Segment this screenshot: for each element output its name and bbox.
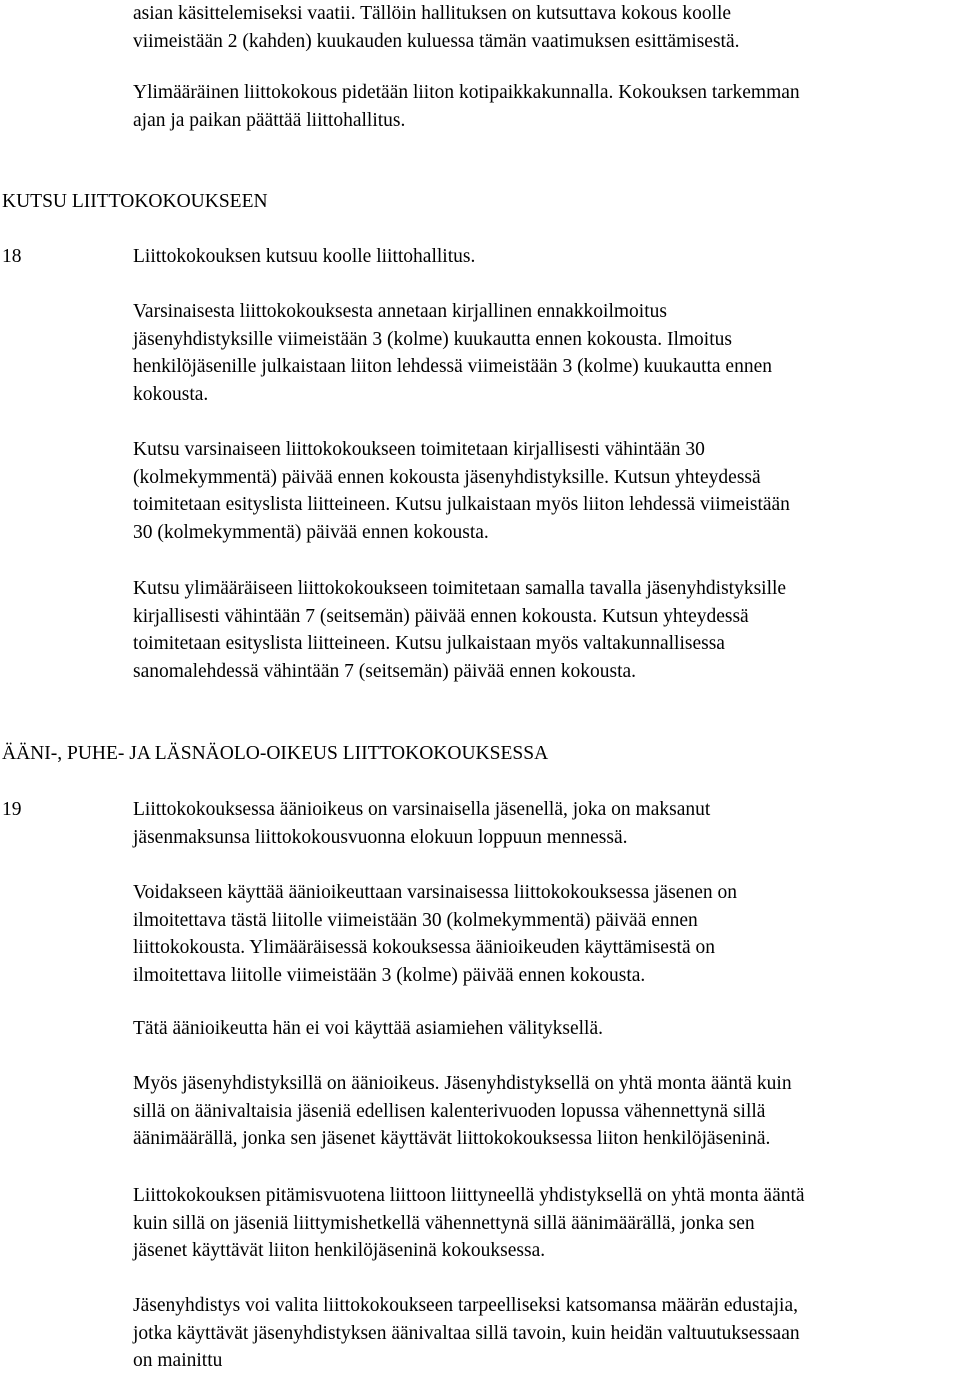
paragraph-18a: Varsinaisesta liittokokouksesta annetaan kirjallinen ennakkoilmoitus jäsenyhdistyksille viimeistään 3 (kolme) kuukautta ennen kokousta. Ilmoitus henkilöjäsenille julkaistaan liiton lehdessä viimeistään 3 (kolme) kuukautta ennen kokousta. [133,301,772,406]
heading-kutsu-liittokokoukseen: KUTSU LIITTOKOKOUKSEEN [2,191,268,212]
paragraph-18c: Kutsu ylimääräiseen liittokokoukseen toimitetaan samalla tavalla jäsenyhdistyksille kirjallisesti vähintään 7 (seitsemän) päivää ennen kokousta. Kutsun yhteydessä toimitetaan esityslista liitteineen. Kutsu julkaistaan myös valtakunnallisessa sanomalehdessä vähintään 7 (seitsemän) päivää ennen kokousta. [133,578,787,683]
heading-aani-puhe-lasnaolo-oikeus: ÄÄNI-, PUHE- JA LÄSNÄOLO-OIKEUS LIITTOKOKOUKSESSA [2,743,549,764]
paragraph-19d: Liittokokouksen pitämisvuotena liittoon liittyneellä yhdistyksellä on yhtä monta ääntä kuin sillä on jäseniä liittymishetkellä vähennettynä sillä äänimäärällä, jonka sen jäsenet käyttävät liiton henkilöjäseninä kokouksessa. [133,1185,805,1262]
section-number-18: 18 [2,246,22,267]
paragraph-19b: Tätä äänioikeutta hän ei voi käyttää asiamiehen välityksellä. [133,1018,603,1039]
section-18-text: Liittokokouksen kutsuu koolle liittohallitus. [133,246,476,267]
paragraph-19e: Jäsenyhdistys voi valita liittokokoukseen tarpeelliseksi katsomansa määrän edustajia, jotka käyttävät jäsenyhdistyksen äänivaltaa sillä tavoin, kuin heidän valtuutuksessaan on mainittu [133,1295,800,1372]
paragraph-location: Ylimääräinen liittokokous pidetään liiton kotipaikkakunnalla. Kokouksen tarkemman ajan ja paikan päättää liittohallitus. [133,82,800,131]
paragraph-19a: Voidakseen käyttää äänioikeuttaan varsinaisessa liittokokouksessa jäsenen on ilmoitettava tästä liitolle viimeistään 30 (kolmekymmentä) päivää ennen liittokokousta. Ylimääräisessä kokouksessa äänioikeuden käyttämisestä on ilmoitettava liitolle viimeistään 3 (kolme) päivää ennen kokousta. [133,882,737,987]
section-number-19: 19 [2,799,22,820]
paragraph-19c: Myös jäsenyhdistyksillä on äänioikeus. Jäsenyhdistyksellä on yhtä monta ääntä kuin sillä on äänivaltaisia jäseniä edellisen kalenterivuoden lopussa vähennettynä sillä äänimäärällä, jonka sen jäsenet käyttävät liittokokouksessa liiton henkilöjäseninä. [133,1073,792,1150]
section-19-text: Liittokokouksessa äänioikeus on varsinaisella jäsenellä, joka on maksanut jäsenmaksunsa liittokokousvuonna elokuun loppuun mennessä. [133,799,711,848]
paragraph-18b: Kutsu varsinaiseen liittokokoukseen toimitetaan kirjallisesti vähintään 30 (kolmekymmentä) päivää ennen kokousta jäsenyhdistyksille. Kutsun yhteydessä toimitetaan esityslista liitteineen. Kutsu julkaistaan myös liiton lehdessä viimeistään 30 (kolmekymmentä) päivää ennen kokousta. [133,439,790,544]
paragraph-intro: asian käsittelemiseksi vaatii. Tällöin hallituksen on kutsuttava kokous koolle viimeistään 2 (kahden) kuukauden kuluessa tämän vaatimuksen esittämisestä. [133,3,740,52]
